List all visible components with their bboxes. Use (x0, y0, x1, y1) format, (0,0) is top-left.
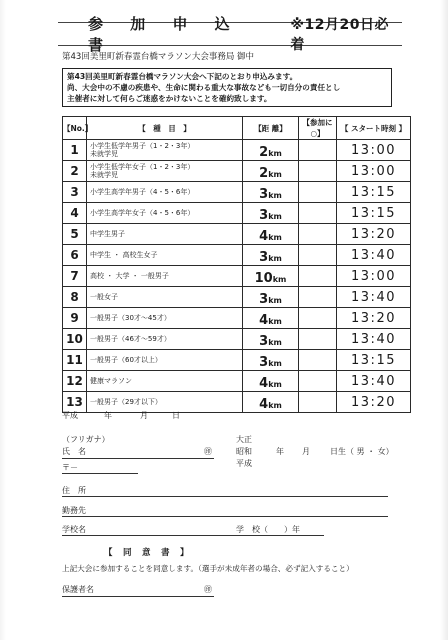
date-year-label: 年 (104, 411, 112, 420)
participate-cell[interactable] (299, 161, 337, 182)
workplace-field-line[interactable] (62, 516, 388, 517)
table-row (63, 161, 411, 182)
category-line-1: 一般男子（60才以上） (90, 355, 162, 364)
header-category: 【 種 目 】 (87, 117, 243, 140)
participate-cell[interactable] (299, 266, 337, 287)
table-row (63, 245, 411, 266)
row-start-time: 13:00 (337, 140, 411, 161)
distance-value: 4 (259, 228, 269, 244)
guardian-seal-mark: ㊞ (204, 585, 212, 594)
date-day-label: 日 (172, 411, 180, 420)
row-number: 9 (63, 308, 87, 329)
row-start-time: 13:15 (337, 203, 411, 224)
row-number: 2 (63, 161, 87, 182)
distance-value: 4 (259, 375, 269, 391)
participate-cell[interactable] (299, 224, 337, 245)
participate-cell[interactable] (299, 182, 337, 203)
era-heisei: 平成 (236, 459, 252, 468)
distance-value: 3 (259, 333, 269, 349)
distance-unit: km (268, 169, 282, 179)
postal-label: 〒－ (62, 463, 78, 472)
row-category (87, 140, 243, 161)
row-number: 11 (63, 350, 87, 371)
category-line-1: 中学生男子 (90, 229, 125, 238)
distance-unit: km (272, 274, 287, 284)
pledge-line-2: 尚、大会中の不慮の疾患や、生命に関わる重大な事故なども一切自分の責任とし (67, 83, 341, 92)
date-month-label: 月 (140, 411, 148, 420)
distance-value: 2 (259, 144, 269, 160)
event-table-header (63, 117, 411, 140)
row-distance (243, 161, 299, 182)
distance-value: 3 (259, 207, 269, 223)
table-row (63, 392, 411, 413)
row-number: 3 (63, 182, 87, 203)
row-number: 8 (63, 287, 87, 308)
table-row (63, 224, 411, 245)
pledge-notice-box (62, 68, 392, 107)
row-start-time: 13:20 (337, 224, 411, 245)
participate-cell[interactable] (299, 203, 337, 224)
participate-cell[interactable] (299, 308, 337, 329)
row-distance (243, 392, 299, 413)
distance-unit: km (268, 316, 282, 326)
row-distance (243, 308, 299, 329)
row-category (87, 224, 243, 245)
row-category (87, 245, 243, 266)
distance-unit: km (268, 211, 282, 221)
distance-value: 3 (259, 186, 269, 202)
category-line-2: 未就学児 (90, 150, 118, 158)
row-category (87, 350, 243, 371)
distance-unit: km (268, 400, 282, 410)
form-title: 参 加 申 込 書 (88, 15, 241, 54)
distance-unit: km (268, 358, 282, 368)
row-start-time: 13:40 (337, 245, 411, 266)
address-field-line[interactable] (62, 496, 388, 497)
category-line-1: 健康マラソン (90, 376, 132, 385)
postal-field-line[interactable] (62, 473, 138, 474)
row-number: 12 (63, 371, 87, 392)
consent-statement: 上記大会に参加することを同意します。（選手が未成年者の場合、必ず記入すること） (62, 564, 354, 573)
header-participate: 【参加に○】 (299, 117, 337, 140)
row-category (87, 161, 243, 182)
name-field-line[interactable] (62, 458, 214, 459)
row-start-time: 13:20 (337, 392, 411, 413)
category-line-1: 小学生低学年女子（1・2・3年） (90, 162, 195, 171)
row-start-time: 13:40 (337, 287, 411, 308)
distance-unit: km (268, 190, 282, 200)
table-row (63, 140, 411, 161)
era-taisho: 大正 (236, 435, 252, 444)
deadline-note: ※12月20日必着 (290, 17, 389, 53)
row-distance (243, 350, 299, 371)
header-band (58, 15, 402, 54)
participate-cell[interactable] (299, 329, 337, 350)
row-category (87, 266, 243, 287)
row-distance (243, 224, 299, 245)
dob-day-gender-label: 日生（ 男 ・ 女） (330, 447, 394, 456)
distance-value: 3 (259, 291, 269, 307)
dob-month-label: 月 (302, 447, 310, 456)
era-showa: 昭和 (236, 447, 252, 456)
row-category (87, 182, 243, 203)
distance-unit: km (268, 253, 282, 263)
row-number: 6 (63, 245, 87, 266)
dob-year-label: 年 (276, 447, 284, 456)
row-number: 1 (63, 140, 87, 161)
row-distance (243, 287, 299, 308)
row-start-time: 13:40 (337, 329, 411, 350)
furigana-label: （フリガナ） (62, 435, 110, 444)
row-start-time: 13:00 (337, 266, 411, 287)
distance-unit: km (268, 295, 282, 305)
name-seal-mark: ㊞ (204, 447, 212, 456)
row-distance (243, 371, 299, 392)
category-line-1: 一般男子（46才～59才） (90, 334, 171, 343)
header-start-time: 【 スタート時刻 】 (337, 117, 411, 140)
table-row (63, 203, 411, 224)
school-label: 学校名 (62, 525, 86, 534)
pledge-line-1: 第43回美里町新春霊台橋マラソン大会へ下記のとおり申込みます。 (67, 72, 298, 81)
row-distance (243, 140, 299, 161)
category-line-1: 中学生 ・ 高校生女子 (90, 250, 158, 259)
distance-value: 4 (259, 396, 269, 412)
participate-cell[interactable] (299, 350, 337, 371)
participate-cell[interactable] (299, 392, 337, 413)
row-number: 7 (63, 266, 87, 287)
table-row (63, 329, 411, 350)
table-row (63, 182, 411, 203)
table-row (63, 287, 411, 308)
addressee-line: 第43回美里町新春霊台橋マラソン大会事務局 御中 (62, 52, 255, 62)
row-category (87, 287, 243, 308)
pledge-line-3: 主催者に対して何らご迷惑をかけないことを確約致します。 (67, 94, 272, 103)
row-start-time: 13:20 (337, 308, 411, 329)
category-line-1: 一般女子 (90, 292, 118, 301)
distance-unit: km (268, 232, 282, 242)
participate-cell[interactable] (299, 140, 337, 161)
consent-title: 【 同 意 書 】 (104, 548, 190, 558)
header-no: 【No.】 (63, 117, 87, 140)
table-row (63, 266, 411, 287)
distance-value: 3 (259, 249, 269, 265)
row-distance (243, 266, 299, 287)
workplace-label: 勤務先 (62, 506, 86, 515)
row-category (87, 329, 243, 350)
row-distance (243, 329, 299, 350)
school-grade-label: 学 校（ ）年 (236, 525, 300, 534)
distance-unit: km (268, 148, 282, 158)
category-line-2: 未就学児 (90, 171, 118, 179)
category-line-1: 小学生低学年男子（1・2・3年） (90, 141, 195, 150)
header-distance: 【距 離】 (243, 117, 299, 140)
event-table (62, 116, 411, 413)
date-era-label: 平成 (62, 411, 78, 420)
row-distance (243, 182, 299, 203)
distance-value: 2 (259, 165, 269, 181)
table-row (63, 371, 411, 392)
row-distance (243, 203, 299, 224)
row-category (87, 203, 243, 224)
row-number: 5 (63, 224, 87, 245)
table-row (63, 308, 411, 329)
table-row (63, 350, 411, 371)
participate-cell[interactable] (299, 245, 337, 266)
distance-value: 10 (254, 270, 273, 286)
row-category (87, 371, 243, 392)
distance-unit: km (268, 337, 282, 347)
row-category (87, 308, 243, 329)
category-line-1: 一般男子（29才以下） (90, 397, 162, 406)
category-line-1: 小学生高学年女子（4・5・6年） (90, 208, 195, 217)
guardian-label: 保護者名 (62, 585, 94, 594)
row-start-time: 13:15 (337, 182, 411, 203)
row-number: 10 (63, 329, 87, 350)
category-line-1: 高校 ・ 大学 ・ 一般男子 (90, 271, 169, 280)
row-start-time: 13:00 (337, 161, 411, 182)
distance-value: 4 (259, 312, 269, 328)
row-distance (243, 245, 299, 266)
guardian-field-line[interactable] (62, 596, 214, 597)
row-start-time: 13:40 (337, 371, 411, 392)
participate-cell[interactable] (299, 287, 337, 308)
distance-unit: km (268, 379, 282, 389)
school-field-line[interactable] (62, 535, 324, 536)
address-label: 住 所 (62, 486, 86, 495)
category-line-1: 小学生高学年男子（4・5・6年） (90, 187, 195, 196)
row-number: 4 (63, 203, 87, 224)
participate-cell[interactable] (299, 371, 337, 392)
distance-value: 3 (259, 354, 269, 370)
category-line-1: 一般男子（30才～45才） (90, 313, 171, 322)
row-number: 13 (63, 392, 87, 413)
row-start-time: 13:15 (337, 350, 411, 371)
name-label: 氏 名 (62, 447, 86, 456)
